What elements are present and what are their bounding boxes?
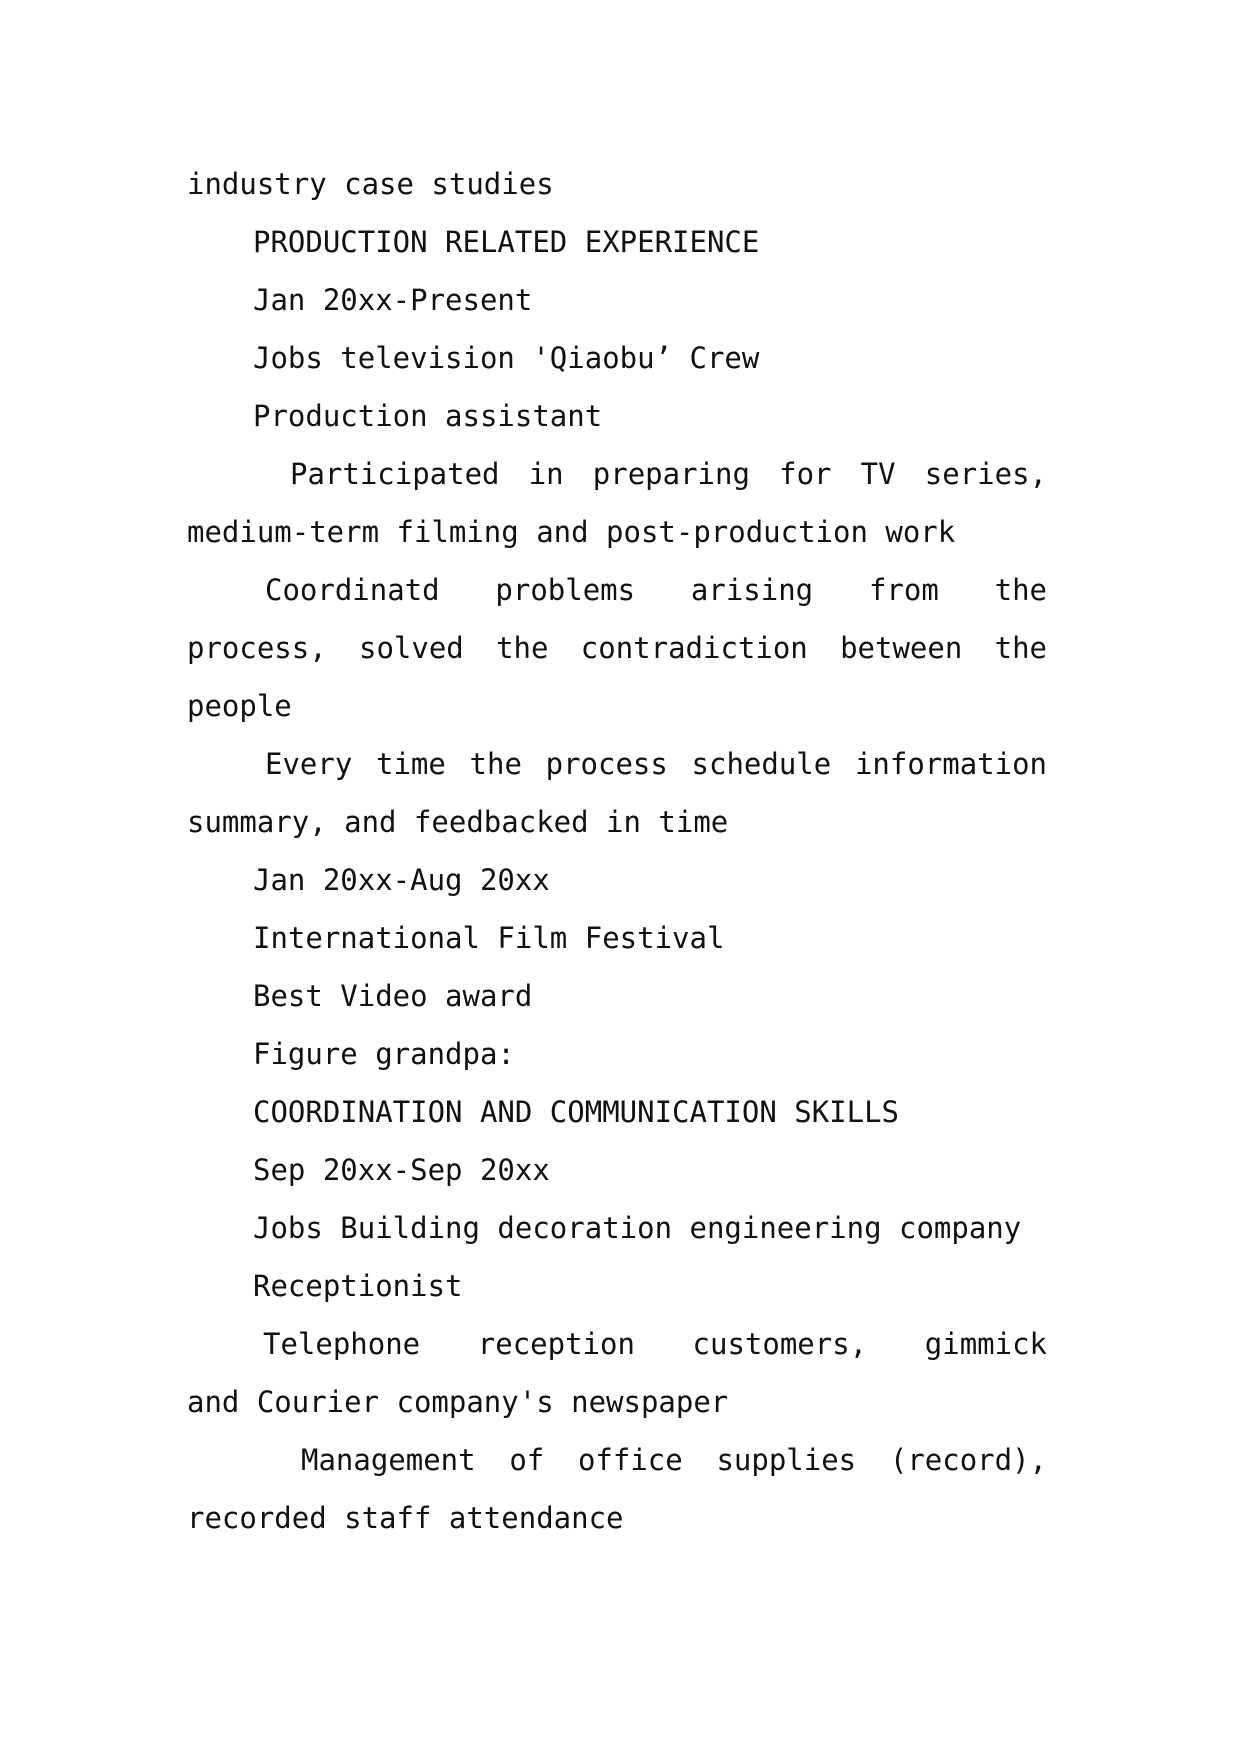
paragraph-line: and Courier company's newspaper <box>187 1385 729 1419</box>
paragraph-line: people <box>187 689 292 723</box>
paragraph-line: medium-term filming and post-production work <box>187 515 956 549</box>
text-line: International Film Festival <box>253 921 725 955</box>
date-range: Jan 20xx-Aug 20xx <box>253 863 550 897</box>
text-line: industry case studies <box>187 167 554 201</box>
paragraph-line: Telephone reception customers, gimmick <box>263 1327 1047 1361</box>
paragraph-line: process, solved the contradiction between the <box>187 631 1047 665</box>
paragraph-line: recorded staff attendance <box>187 1501 624 1535</box>
paragraph-line: Every time the process schedule information <box>265 747 1047 781</box>
date-range: Jan 20xx-Present <box>253 283 533 317</box>
section-heading: PRODUCTION RELATED EXPERIENCE <box>253 225 760 259</box>
document-body <box>187 155 1047 1547</box>
paragraph-line: Participated in preparing for TV series, <box>290 457 1047 491</box>
paragraph-line: Management of office supplies (record), <box>301 1443 1047 1477</box>
role-line: Production assistant <box>253 399 603 433</box>
section-heading: COORDINATION AND COMMUNICATION SKILLS <box>253 1095 900 1129</box>
text-line: Figure grandpa: <box>253 1037 515 1071</box>
text-line: Best Video award <box>253 979 533 1013</box>
date-range: Sep 20xx-Sep 20xx <box>253 1153 550 1187</box>
job-title-line: Jobs television 'Qiaobu’ Crew <box>253 341 760 375</box>
paragraph-line: Coordinatd problems arising from the <box>265 573 1047 607</box>
job-title-line: Jobs Building decoration engineering company <box>253 1211 1022 1245</box>
role-line: Receptionist <box>253 1269 463 1303</box>
paragraph-line: summary, and feedbacked in time <box>187 805 729 839</box>
